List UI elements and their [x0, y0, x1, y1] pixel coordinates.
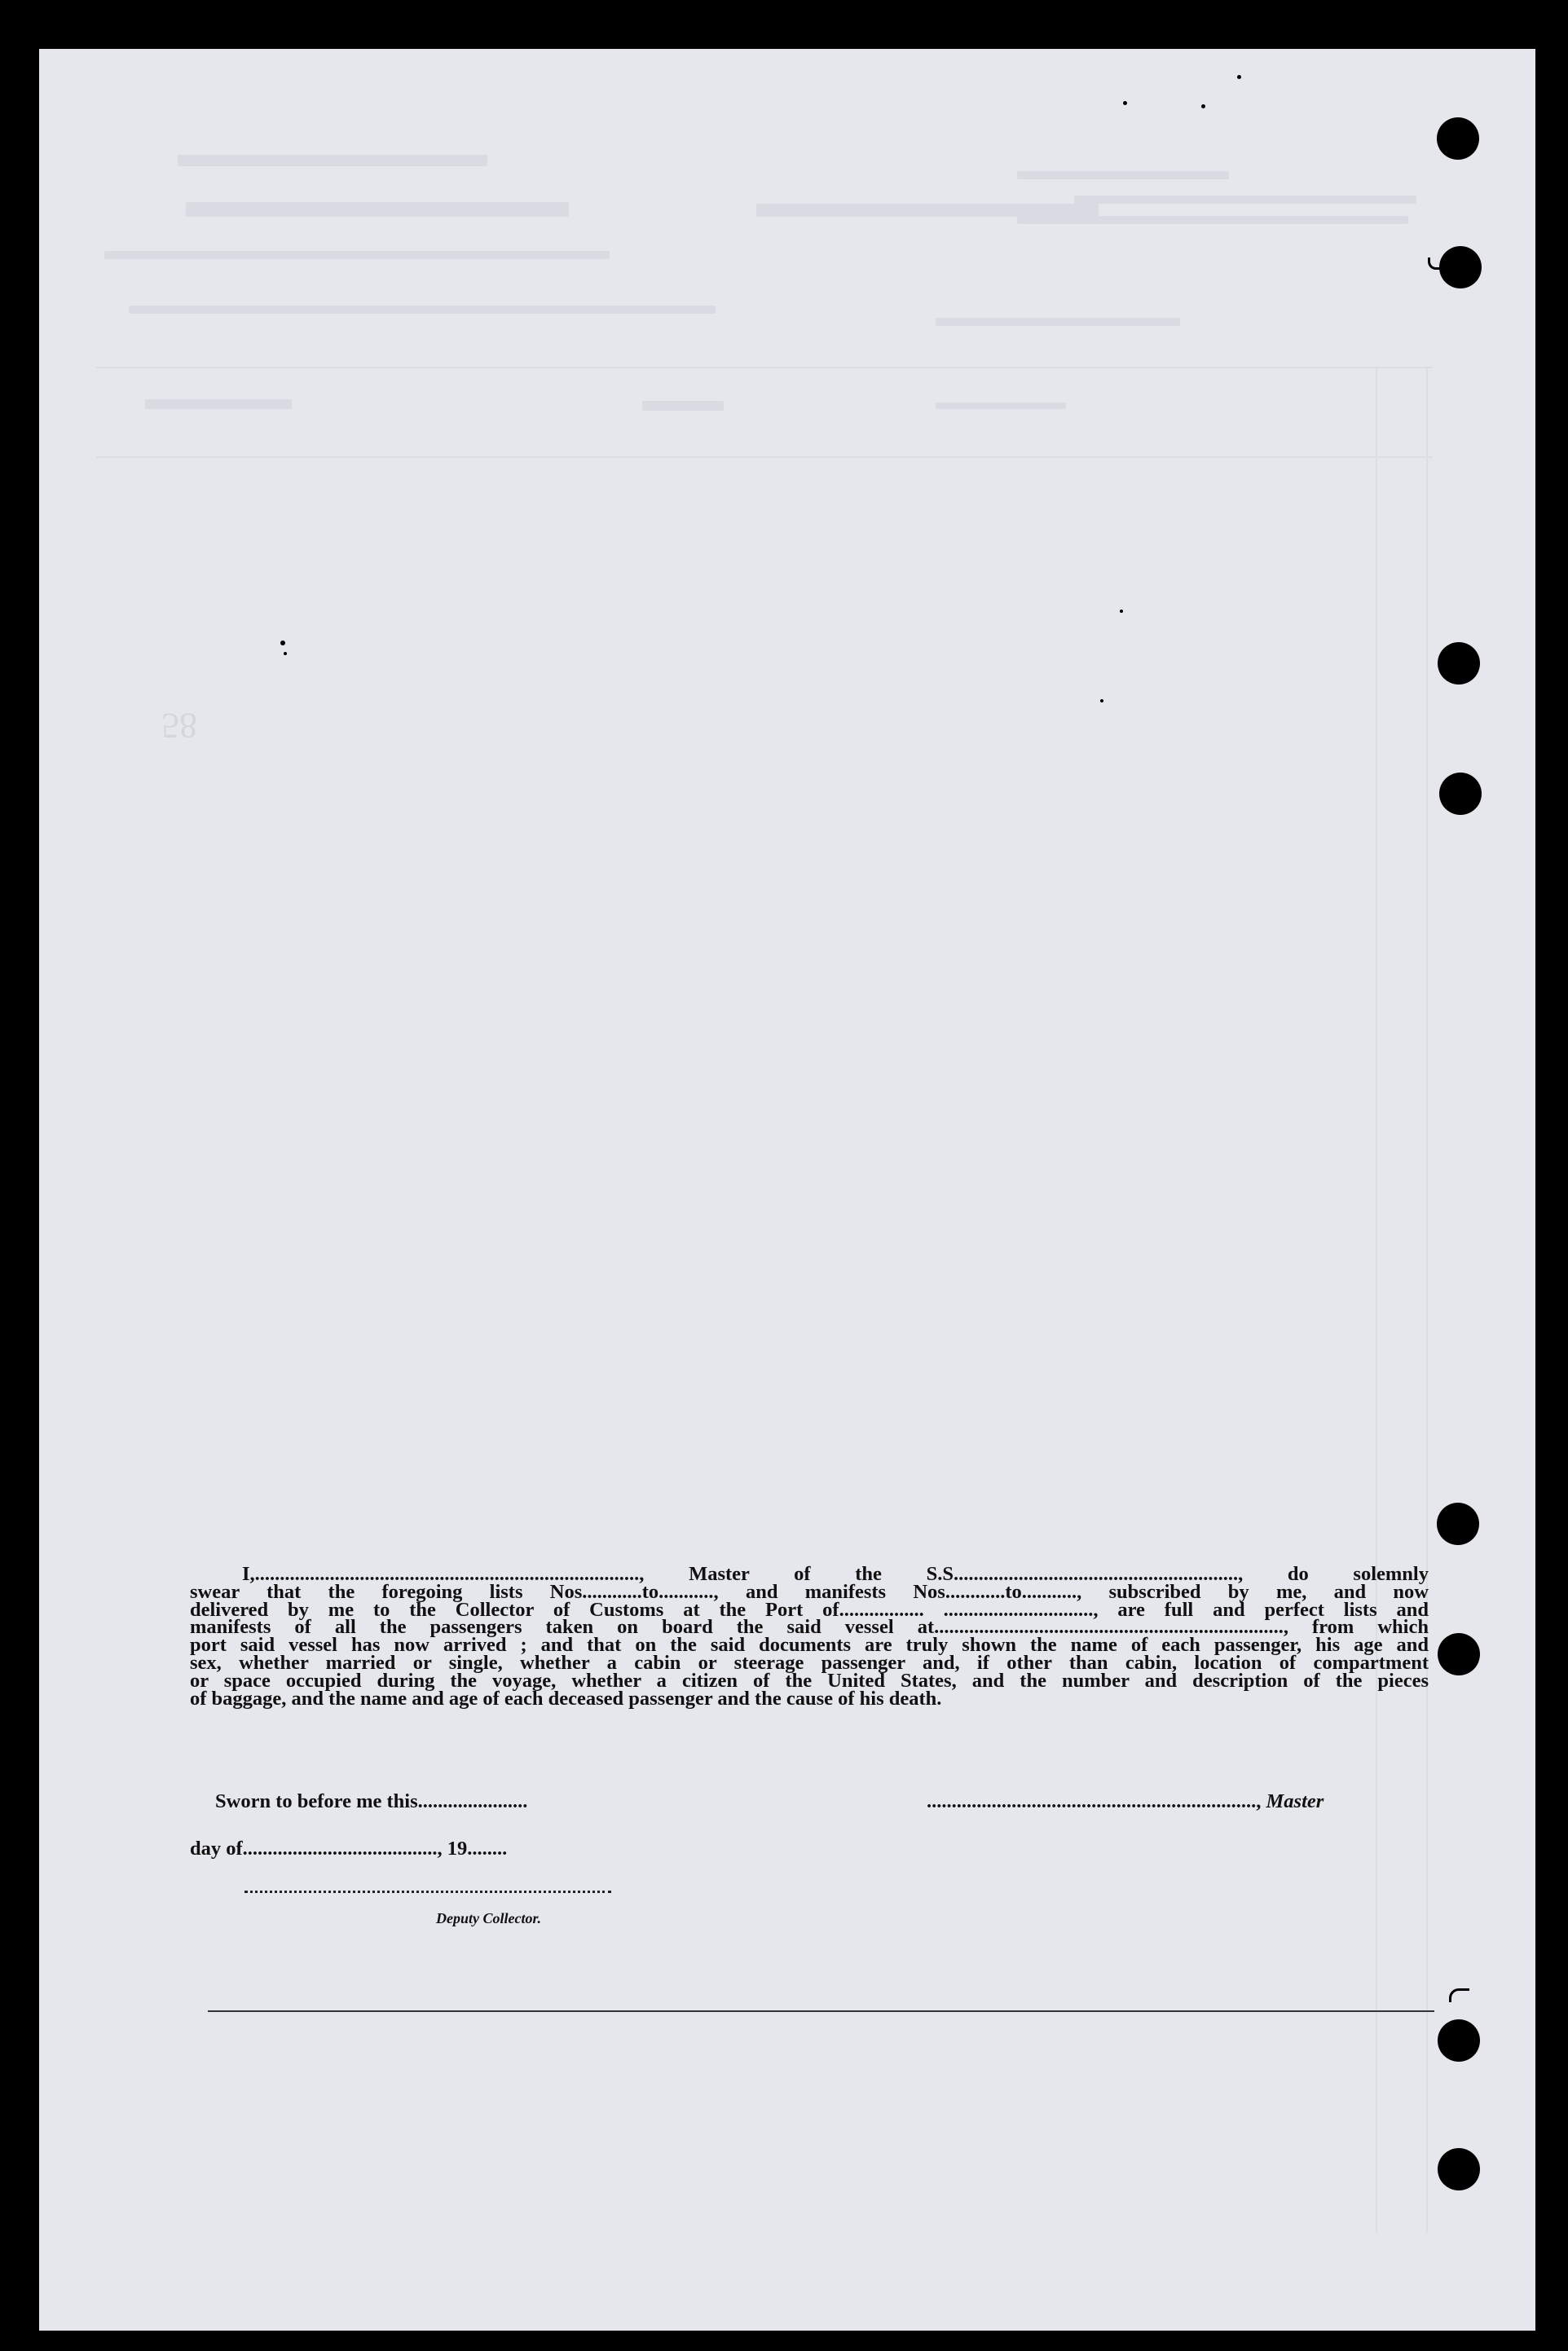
punch-hole [1438, 1633, 1480, 1675]
manifest-sheet [39, 49, 1535, 2331]
punch-hole [1439, 773, 1482, 815]
punch-hole [1438, 2148, 1480, 2190]
punch-hole [1438, 642, 1480, 685]
oath-line: I,............................................................................., Master of the S.S........................................................., do solemnly [242, 1563, 1429, 1585]
ghost-header-text [104, 251, 610, 259]
ghost-header-text [642, 401, 724, 411]
oath-line: delivered by me to the Collector of Customs at the Port of................. .............................., are full and perfect lists and [190, 1598, 1429, 1621]
day-of-line: day of......................................., 19........ [190, 1838, 508, 1860]
bottom-rule [208, 2010, 1434, 2012]
oath-line: or space occupied during the voyage, whether a citizen of the United States, and the number and description of the pieces [190, 1669, 1429, 1692]
ghost-header-text [756, 204, 1099, 217]
speck [284, 652, 287, 655]
ghost-header-text [1017, 216, 1408, 224]
punch-hole [1438, 2019, 1480, 2062]
speck [1201, 104, 1205, 108]
speck [1237, 75, 1241, 79]
speck [1123, 101, 1127, 105]
ghost-header-text [1017, 171, 1229, 179]
oath-line: manifests of all the passengers taken on board the said vessel at......................................................................, from which [190, 1616, 1429, 1639]
punch-hole [1437, 1503, 1479, 1545]
master-signature-line [927, 1790, 1324, 1813]
deputy-collector-label: Deputy Collector. [436, 1910, 541, 1926]
speck [280, 641, 285, 645]
oath-line: of baggage, and the name and age of each deceased passenger and the cause of his death. [190, 1687, 942, 1710]
ghost-header-text [936, 318, 1180, 326]
ghost-header-text [186, 202, 569, 217]
deputy-collector-signature-line [244, 1891, 611, 1893]
ghost-rule [1376, 367, 1377, 2233]
oath-line: port said vessel has now arrived ; and that on the said documents are truly shown the name of each passenger, his age and [190, 1634, 1429, 1657]
master-dots: .................................................................., [927, 1790, 1262, 1812]
ghost-header-text [178, 155, 487, 166]
oath-line: swear that the foregoing lists Nos............to..........., and manifests Nos............to..........., subscribed by me, and now [190, 1580, 1429, 1603]
punch-hole [1437, 117, 1479, 160]
ghost-page-number: 58 [161, 706, 197, 746]
ghost-rule [96, 456, 1433, 458]
oath-paragraph [190, 1563, 1429, 1710]
ghost-header-text [145, 399, 292, 409]
oath-line: sex, whether married or single, whether a cabin or steerage passenger and, if other than cabin, location of compartment [190, 1651, 1429, 1674]
edge-mark [1449, 1988, 1469, 2002]
ghost-rule [1426, 367, 1428, 2233]
speck [762, 29, 767, 32]
ghost-header-text [129, 306, 716, 314]
ghost-rule [96, 367, 1433, 368]
edge-mark [1428, 258, 1455, 270]
ghost-header-text [936, 403, 1066, 409]
sworn-line: Sworn to before me this...................... [215, 1790, 528, 1812]
speck [1120, 610, 1123, 613]
master-label: Master [1266, 1790, 1324, 1812]
ghost-header-text [1074, 196, 1416, 204]
speck [1100, 699, 1103, 702]
